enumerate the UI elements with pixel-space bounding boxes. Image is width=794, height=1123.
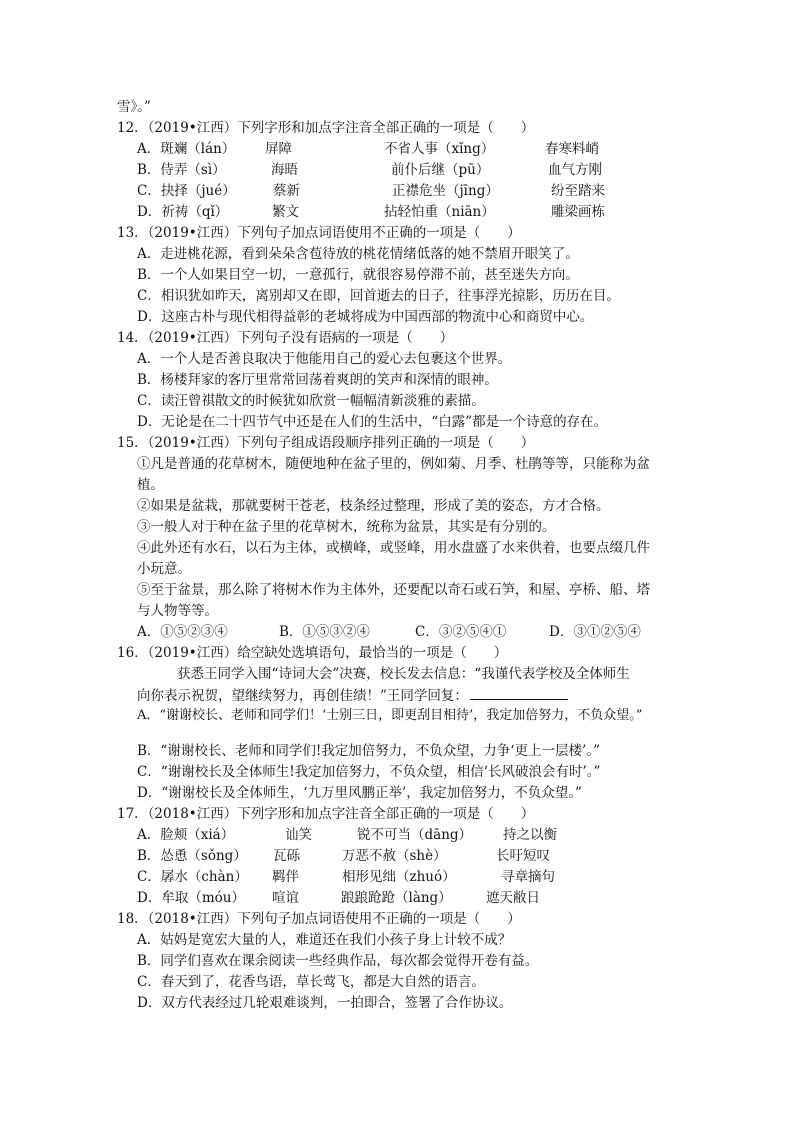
question-13-option-c: C．相识犹如昨天，离别却又在即，回首逝去的日子，往事浮光掠影，历历在目。 (137, 288, 620, 304)
sentence-5-continued: 与人物等等。 (137, 603, 218, 619)
question-14-option-c: C．读汪曾祺散文的时候犹如欣赏一幅幅清新淡雅的素描。 (137, 393, 485, 409)
option-c-word-4: 寻章摘句 (501, 869, 555, 885)
question-14-option-a: A．一个人是否善良取决于他能用自己的爱心去包裹这个世界。 (137, 351, 512, 367)
option-d-word-4: 雕梁画栋 (551, 204, 605, 220)
continued-line: 雪》。” (117, 99, 151, 115)
answer-blank (470, 686, 568, 700)
option-d-word-1: D．祈祷（qǐ） (137, 204, 229, 220)
option-a-word-1: A．脸颊（xiá） (137, 827, 235, 843)
passage-text: 向你表示祝贺，望继续努力，再创佳绩！”王同学回复： (137, 688, 468, 704)
option-d-word-2: 繁文 (272, 204, 299, 220)
question-15-stem: 15．（2019•江西）下列句子组成语段顺序排列正确的一项是（ ） (117, 435, 535, 451)
option-b-word-2: 海晤 (271, 162, 298, 178)
option-b-word-3: 万恶不赦（shè） (342, 848, 447, 864)
question-17-stem: 17．（2018•江西）下列字形和加点字注音全部正确的一项是（ ） (117, 806, 535, 822)
option-d-word-4: 遮天敝日 (486, 890, 540, 906)
question-14-option-d: D．无论是在二十四节气中还是在人们的生活中，“白露”都是一个诗意的存在。 (137, 414, 608, 430)
option-c-word-3: 相形见绌（zhuó） (342, 869, 456, 885)
option-d-word-3: 踉踉跄跄（làng） (341, 890, 452, 906)
option-b-word-2: 瓦砾 (273, 848, 300, 864)
option-a-word-2: 讪笑 (285, 827, 312, 843)
option-c-word-2: 蔡新 (273, 183, 300, 199)
question-16-stem: 16．（2019•江西）给空缺处选填语句，最恰当的一项是（ ） (117, 645, 508, 661)
question-16-option-a: A．“谢谢校长、老师和同学们！‘士别三日，即更刮目相待’，我定加倍努力，不负众望。” (137, 708, 643, 723)
question-14-stem: 14．（2019•江西）下列句子没有语病的一项是（ ） (117, 330, 454, 346)
question-16-option-c: C．“谢谢校长及全体师生!我定加倍努力，不负众望，相信‘长风破浪会有时’。” (137, 764, 601, 780)
option-b-word-1: B．侍弄（sì） (137, 162, 226, 178)
question-18-stem: 18．（2018•江西）下列句子加点词语使用不正确的一项是（ ） (117, 911, 521, 927)
option-d: D．③①②⑤④ (549, 624, 641, 640)
question-18-option-a: A．姑妈是宽宏大量的人，难道还在我们小孩子身上计较不成？ (137, 932, 512, 948)
sentence-4-continued: 小玩意。 (137, 561, 191, 577)
option-d-word-2: 喧谊 (272, 890, 299, 906)
option-b-word-1: B．怂恿（sǒng） (137, 848, 247, 864)
option-b-word-3: 前仆后继（pū） (391, 162, 490, 178)
option-b: B．①⑤③②④ (279, 624, 370, 640)
question-16-option-d: D．“谢谢校长及全体师生，‘九万里风鹏正举’，我定加倍努力，不负众望。” (137, 785, 582, 801)
option-a-word-1: A．斑斓（lán） (137, 141, 236, 157)
option-a-word-3: 锐不可当（dāng） (357, 827, 473, 843)
option-b-word-4: 长吁短叹 (496, 848, 550, 864)
option-a-word-4: 持之以衡 (503, 827, 557, 843)
option-d-word-1: D．牟取（móu） (137, 890, 245, 906)
option-c-word-3: 正襟危坐（jīng） (392, 183, 499, 199)
passage-line-1: 获悉王同学入围“诗词大会”决赛，校长发去信息：“我谨代表学校及全体师生 (177, 666, 630, 682)
option-c-word-4: 纷至踏来 (551, 183, 605, 199)
option-c-word-2: 羁伴 (272, 869, 299, 885)
option-a-word-3: 不省人事（xǐng） (384, 141, 495, 157)
option-c-word-1: C．孱水（chàn） (137, 869, 248, 885)
sentence-5: ⑤至于盆景，那么除了将树木作为主体外，还要配以奇石或石笋，和屋、亭桥、船、塔 (137, 582, 650, 598)
question-18-option-b: B．同学们喜欢在课余阅读一些经典作品，每次都会觉得开卷有益。 (137, 953, 539, 969)
question-13-option-b: B．一个人如果目空一切，一意孤行，就很容易停滞不前，甚至迷失方向。 (137, 267, 579, 283)
sentence-1-continued: 植。 (137, 477, 164, 493)
option-c: C．③②⑤④① (415, 624, 507, 640)
question-14-option-b: B．杨楼拜家的客厅里常常回荡着爽朗的笑声和深情的眼神。 (137, 372, 498, 388)
question-13-option-a: A．走进桃花源，看到朵朵含苞待放的桃花情绪低落的她不禁眉开眼笑了。 (137, 246, 579, 262)
question-13-option-d: D．这座古朴与现代相得益彰的老城将成为中国西部的物流中心和商贸中心。 (137, 309, 594, 325)
sentence-4: ④此外还有水石，以石为主体，或横峰，或竖峰，用水盘盛了水来供着，也要点缀几件 (137, 540, 650, 556)
sentence-1: ①凡是普通的花草树木，随便地种在盆子里的，例如菊、月季、杜鹃等等，只能称为盆 (137, 456, 650, 472)
option-a-word-4: 春寒料峭 (545, 141, 599, 157)
option-d-word-3: 拈轻怕重（niān） (384, 204, 495, 220)
sentence-3: ③一般人对于种在盆子里的花草树木，统称为盆景，其实是有分别的。 (137, 519, 556, 535)
question-16-option-b: B．“谢谢校长、老师和同学们!我定加倍努力，不负众望，力争‘更上一层楼’。” (137, 743, 600, 759)
question-12-stem: 12．（2019•江西）下列字形和加点字注音全部正确的一项是（ ） (117, 120, 535, 136)
question-13-stem: 13．（2019•江西）下列句子加点词语使用不正确的一项是（ ） (117, 225, 521, 241)
option-a: A．①⑤②③④ (137, 624, 228, 640)
option-a-word-2: 屏障 (265, 141, 292, 157)
passage-line-2 (137, 686, 568, 705)
option-b-word-4: 血气方刚 (548, 162, 602, 178)
question-18-option-d: D．双方代表经过几轮艰难谈判，一拍即合，签署了合作协议。 (137, 995, 513, 1011)
question-18-option-c: C．春天到了，花香鸟语，草长莺飞，都是大自然的语言。 (137, 974, 485, 990)
option-c-word-1: C．抉择（jué） (137, 183, 236, 199)
sentence-2: ②如果是盆栽，那就要树干苍老，枝条经过整理，形成了美的姿态，方才合格。 (137, 498, 610, 514)
